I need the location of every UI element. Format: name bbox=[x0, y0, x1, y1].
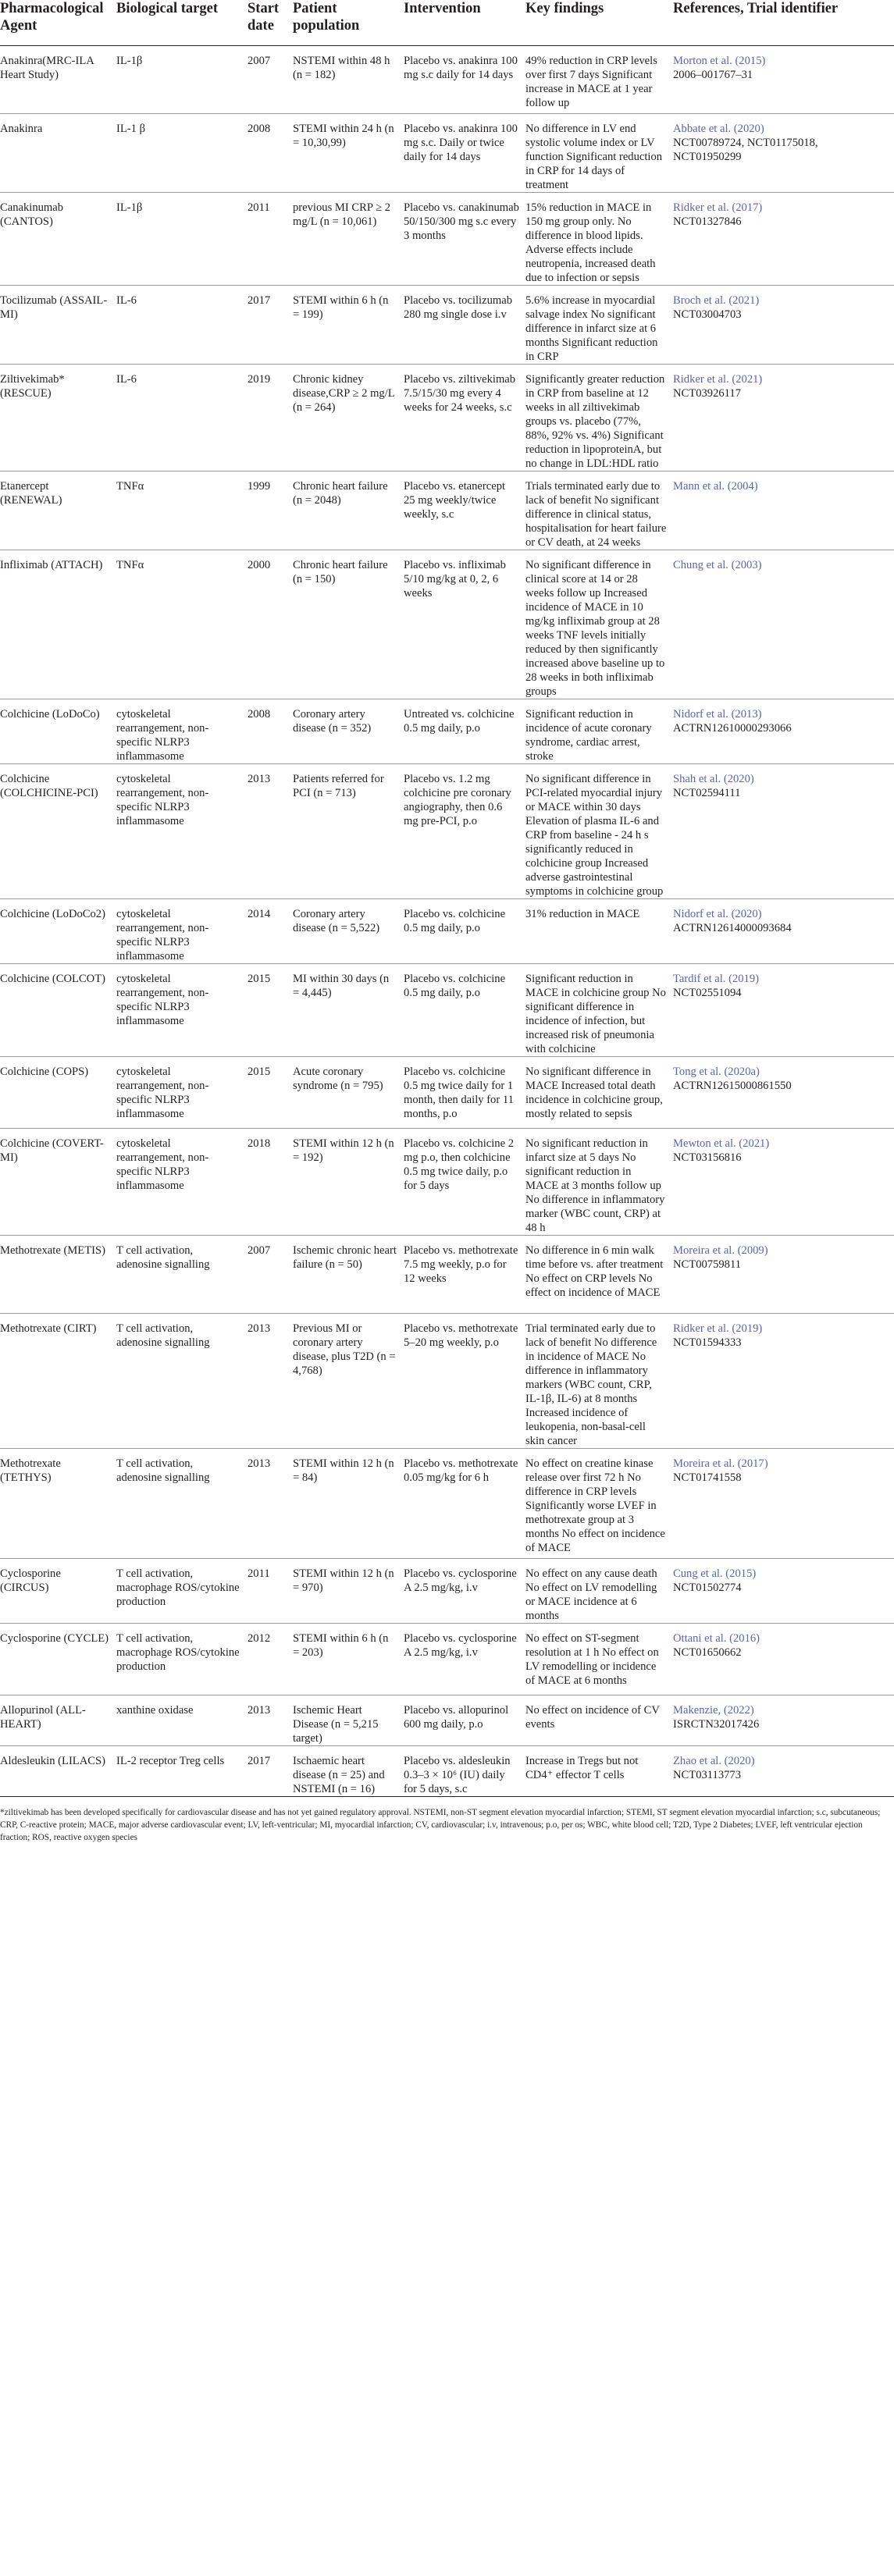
table-row bbox=[0, 550, 894, 699]
trial-identifier: NCT01327846 bbox=[673, 215, 742, 228]
intervention-cell: Placebo vs. cyclosporine A 2.5 mg/kg, i.v bbox=[404, 1567, 517, 1594]
intervention-cell: Placebo vs. colchicine 0.5 mg twice daily for 1 month, then daily for 11 months, p.o bbox=[404, 1066, 514, 1120]
start-date-cell: 2013 bbox=[248, 1704, 271, 1717]
intervention-cell: Placebo vs. canakinumab 50/150/300 mg s.c every 3 months bbox=[404, 201, 519, 242]
findings-cell: 15% reduction in MACE in 150 mg group only. No difference in blood lipids. Adverse effects include neutropenia, increased death due to infection or sepsis bbox=[525, 201, 656, 284]
reference-link[interactable]: Ridker et al. (2019) bbox=[673, 1322, 763, 1335]
intervention-cell: Placebo vs. 1.2 mg colchicine pre coronary angiography, then 0.6 mg pre-PCI, p.o bbox=[404, 773, 511, 827]
reference-link[interactable]: Ridker et al. (2021) bbox=[673, 373, 763, 386]
findings-cell: 49% reduction in CRP levels over first 7 days Significant increase in MACE at 1 year follow up bbox=[525, 55, 657, 109]
target-cell: T cell activation, adenosine signalling bbox=[116, 1244, 210, 1271]
trial-identifier: NCT03113773 bbox=[673, 1769, 742, 1781]
population-cell: Previous MI or coronary artery disease, plus T2D (n = 4,768) bbox=[293, 1322, 396, 1377]
trial-identifier: 2006–001767–31 bbox=[673, 69, 753, 81]
trial-identifier: NCT02551094 bbox=[673, 987, 742, 999]
start-date-cell: 2015 bbox=[248, 1066, 271, 1078]
intervention-cell: Placebo vs. aldesleukin 0.3–3 × 10⁶ (IU) daily for 5 days, s.c bbox=[404, 1755, 511, 1795]
start-date-cell: 2014 bbox=[248, 908, 271, 920]
references-cell bbox=[673, 1057, 894, 1129]
table-row bbox=[0, 365, 894, 471]
population-cell: Ischemic Heart Disease (n = 5,215 target) bbox=[293, 1704, 379, 1745]
start-date-cell: 2008 bbox=[248, 708, 271, 720]
references-cell bbox=[673, 699, 894, 764]
trial-identifier: NCT02594111 bbox=[673, 787, 741, 799]
trial-identifier: ACTRN12614000093684 bbox=[673, 922, 792, 934]
header-key-findings: Key findings bbox=[525, 1, 604, 16]
target-cell: T cell activation, adenosine signalling bbox=[116, 1457, 210, 1484]
intervention-cell: Placebo vs. anakinra 100 mg s.c. Daily or twice daily for 14 days bbox=[404, 123, 518, 163]
table-row bbox=[0, 1236, 894, 1314]
findings-cell: No difference in 6 min walk time before vs. after treatment No effect on CRP levels No effect on incidence of MACE bbox=[525, 1244, 664, 1299]
table-row bbox=[0, 1129, 894, 1236]
population-cell: STEMI within 12 h (n = 192) bbox=[293, 1137, 394, 1164]
start-date-cell: 1999 bbox=[248, 480, 271, 493]
agent-cell: Infliximab (ATTACH) bbox=[0, 559, 103, 571]
header-population: Patient population bbox=[293, 1, 360, 34]
intervention-cell: Placebo vs. allopurinol 600 mg daily, p.o bbox=[404, 1704, 509, 1731]
agent-cell: Canakinumab (CANTOS) bbox=[0, 201, 64, 228]
table-row bbox=[0, 471, 894, 550]
table-header bbox=[0, 0, 894, 46]
reference-link[interactable]: Mewton et al. (2021) bbox=[673, 1137, 770, 1150]
trial-identifier: NCT03156816 bbox=[673, 1151, 742, 1164]
agent-cell: Colchicine (COPS) bbox=[0, 1066, 89, 1078]
start-date-cell: 2017 bbox=[248, 294, 271, 307]
population-cell: STEMI within 6 h (n = 199) bbox=[293, 294, 389, 321]
table-row bbox=[0, 1624, 894, 1695]
population-cell: Chronic heart failure (n = 2048) bbox=[293, 480, 388, 507]
header-references: References, Trial identifier bbox=[673, 1, 839, 16]
population-cell: NSTEMI within 48 h (n = 182) bbox=[293, 55, 390, 81]
reference-link[interactable]: Tardif et al. (2019) bbox=[673, 973, 760, 985]
findings-cell: No significant difference in clinical score at 14 or 28 weeks follow up Increased incidence of MACE in 10 mg/kg infliximab group at 28 weeks TNF levels initially reduced by then significantly increased above baseline up to 28 weeks in both infliximab groups bbox=[525, 559, 665, 698]
table-row bbox=[0, 193, 894, 286]
table-row bbox=[0, 1695, 894, 1746]
target-cell: IL-1 β bbox=[116, 123, 146, 135]
population-cell: Coronary artery disease (n = 5,522) bbox=[293, 908, 380, 934]
target-cell: cytoskeletal rearrangement, non-specific NLRP3 inflammasome bbox=[116, 773, 209, 827]
findings-cell: Significant reduction in MACE in colchicine group No significant difference in incidence of infection, but increased risk of pneumonia with colchicine bbox=[525, 973, 666, 1055]
table-row bbox=[0, 46, 894, 114]
trial-identifier: NCT00789724, NCT01175018, NCT01950299 bbox=[673, 137, 818, 163]
reference-link[interactable]: Broch et al. (2021) bbox=[673, 294, 760, 307]
table-footnote: *ziltivekimab has been developed specifically for cardiovascular disease and has not yet gained regulatory approval. NSTEMI, non-ST segment elevation myocardial infarction; STEMI, ST segment elevation myocardial infarction; s.c, subcutaneous; CRP, C-reactive protein; MACE, major adverse cardiovascular event; LV, left-ventricular; MI, myocardial infarction; CV, cardiovascular; i.v, intravenous; p.o, per os; WBC, white blood cell; T2D, Type 2 Diabetes; LVEF, left ventricular ejection fraction; ROS, reactive oxygen species bbox=[0, 1808, 881, 1842]
intervention-cell: Placebo vs. methotrexate 0.05 mg/kg for 6 h bbox=[404, 1457, 518, 1484]
references-cell bbox=[673, 1695, 894, 1746]
start-date-cell: 2007 bbox=[248, 1244, 271, 1257]
reference-link[interactable]: Moreira et al. (2009) bbox=[673, 1244, 768, 1257]
agent-cell: Methotrexate (METIS) bbox=[0, 1244, 105, 1257]
references-cell bbox=[673, 1624, 894, 1695]
table-row bbox=[0, 699, 894, 764]
trial-identifier: ACTRN12615000861550 bbox=[673, 1080, 792, 1092]
trial-identifier: NCT01741558 bbox=[673, 1471, 742, 1484]
table-row bbox=[0, 286, 894, 365]
table-row bbox=[0, 1449, 894, 1559]
start-date-cell: 2013 bbox=[248, 1457, 271, 1470]
reference-link[interactable]: Morton et al. (2015) bbox=[673, 55, 766, 67]
references-cell bbox=[673, 964, 894, 1057]
target-cell: IL-2 receptor Treg cells bbox=[116, 1755, 225, 1767]
population-cell: STEMI within 12 h (n = 84) bbox=[293, 1457, 394, 1484]
target-cell: T cell activation, adenosine signalling bbox=[116, 1322, 210, 1349]
findings-cell: Increase in Tregs but not CD4⁺ effector T cells bbox=[525, 1755, 639, 1781]
findings-cell: No significant reduction in infarct size at 5 days No significant reduction in MACE at 3 months follow up No difference in inflammatory marker (WBC count, CRP) at 48 h bbox=[525, 1137, 665, 1234]
header-start-date: Start date bbox=[248, 1, 280, 34]
references-cell bbox=[673, 193, 894, 286]
findings-cell: Trials terminated early due to lack of benefit No significant difference in clinical status, hospitalisation for heart failure or CV death, at 24 weeks bbox=[525, 480, 667, 549]
findings-cell: Significant reduction in incidence of acute coronary syndrome, cardiac arrest, stroke bbox=[525, 708, 652, 763]
references-cell bbox=[673, 471, 894, 550]
references-cell bbox=[673, 286, 894, 365]
target-cell: xanthine oxidase bbox=[116, 1704, 194, 1717]
reference-link[interactable]: Chung et al. (2003) bbox=[673, 559, 762, 571]
target-cell: IL-1β bbox=[116, 201, 143, 214]
agent-cell: Colchicine (COVERT-MI) bbox=[0, 1137, 104, 1164]
intervention-cell: Placebo vs. colchicine 0.5 mg daily, p.o bbox=[404, 908, 506, 934]
target-cell: cytoskeletal rearrangement, non-specific NLRP3 inflammasome bbox=[116, 1137, 209, 1192]
findings-cell: No difference in LV end systolic volume index or LV function Significant reduction in CRP for 14 days of treatment bbox=[525, 123, 663, 191]
agent-cell: Methotrexate (CIRT) bbox=[0, 1322, 97, 1335]
agent-cell: Colchicine (COLCHICINE-PCI) bbox=[0, 773, 98, 799]
table-row bbox=[0, 1746, 894, 1797]
intervention-cell: Placebo vs. tocilizumab 280 mg single dose i.v bbox=[404, 294, 513, 321]
references-cell bbox=[673, 899, 894, 964]
agent-cell: Colchicine (LoDoCo) bbox=[0, 708, 100, 720]
population-cell: Coronary artery disease (n = 352) bbox=[293, 708, 372, 735]
intervention-cell: Placebo vs. cyclosporine A 2.5 mg/kg, i.v bbox=[404, 1632, 517, 1659]
reference-link[interactable]: Zhao et al. (2020) bbox=[673, 1755, 755, 1767]
agent-cell: Anakinra(MRC-ILA Heart Study) bbox=[0, 55, 94, 81]
table-row bbox=[0, 964, 894, 1057]
references-cell bbox=[673, 1449, 894, 1559]
target-cell: cytoskeletal rearrangement, non-specific NLRP3 inflammasome bbox=[116, 908, 209, 962]
table-row bbox=[0, 1559, 894, 1624]
agent-cell: Colchicine (LoDoCo2) bbox=[0, 908, 105, 920]
findings-cell: No effect on incidence of CV events bbox=[525, 1704, 660, 1731]
findings-cell: Significantly greater reduction in CRP from baseline at 12 weeks in all ziltivekimab groups vs. placebo (77%, 88%, 92% vs. 4%) Significant reduction in lipoproteinA, but no change in LDL:HDL ratio bbox=[525, 373, 665, 470]
agent-cell: Etanercept (RENEWAL) bbox=[0, 480, 62, 507]
agent-cell: Colchicine (COLCOT) bbox=[0, 973, 105, 985]
table-row bbox=[0, 114, 894, 193]
reference-link[interactable]: Nidorf et al. (2013) bbox=[673, 708, 762, 720]
intervention-cell: Placebo vs. methotrexate 7.5 mg weekly, p.o for 12 weeks bbox=[404, 1244, 518, 1285]
references-cell bbox=[673, 365, 894, 471]
population-cell: previous MI CRP ≥ 2 mg/L (n = 10,061) bbox=[293, 201, 391, 228]
trial-identifier: NCT03004703 bbox=[673, 308, 742, 321]
header-row bbox=[0, 0, 894, 46]
start-date-cell: 2011 bbox=[248, 201, 270, 214]
table-row bbox=[0, 899, 894, 964]
intervention-cell: Placebo vs. methotrexate 5–20 mg weekly, p.o bbox=[404, 1322, 518, 1349]
references-cell bbox=[673, 46, 894, 114]
references-cell bbox=[673, 114, 894, 193]
agent-cell: Methotrexate (TETHYS) bbox=[0, 1457, 61, 1484]
agent-cell: Cyclosporine (CYCLE) bbox=[0, 1632, 109, 1645]
findings-cell: 31% reduction in MACE bbox=[525, 908, 640, 920]
trial-identifier: ISRCTN32017426 bbox=[673, 1718, 760, 1731]
header-target: Biological target bbox=[116, 1, 218, 16]
target-cell: TNFα bbox=[116, 480, 144, 493]
population-cell: Ischemic chronic heart failure (n = 50) bbox=[293, 1244, 397, 1271]
findings-cell: No effect on ST-segment resolution at 1 h No effect on LV remodelling or incidence of MACE at 6 months bbox=[525, 1632, 659, 1687]
findings-cell: No effect on any cause death No effect on LV remodelling or MACE incidence at 6 months bbox=[525, 1567, 657, 1622]
references-cell bbox=[673, 1129, 894, 1236]
start-date-cell: 2018 bbox=[248, 1137, 271, 1150]
trial-identifier: NCT01502774 bbox=[673, 1582, 742, 1594]
reference-link[interactable]: Shah et al. (2020) bbox=[673, 773, 754, 785]
intervention-cell: Placebo vs. infliximab 5/10 mg/kg at 0, 2, 6 weeks bbox=[404, 559, 506, 600]
start-date-cell: 2017 bbox=[248, 1755, 271, 1767]
findings-cell: No significant difference in PCI-related myocardial injury or MACE within 30 days Elevation of plasma IL-6 and CRP from baseline - 24 h s significantly reduced in colchicine group Increased adverse gastrointestinal symptoms in colchicine group bbox=[525, 773, 664, 898]
target-cell: cytoskeletal rearrangement, non-specific NLRP3 inflammasome bbox=[116, 1066, 209, 1120]
population-cell: STEMI within 24 h (n = 10,30,99) bbox=[293, 123, 394, 149]
reference-link[interactable]: Moreira et al. (2017) bbox=[673, 1457, 768, 1470]
agent-cell: Anakinra bbox=[0, 123, 43, 135]
population-cell: MI within 30 days (n = 4,445) bbox=[293, 973, 390, 999]
reference-link[interactable]: Makenzie, (2022) bbox=[673, 1704, 754, 1717]
trial-identifier: NCT01594333 bbox=[673, 1336, 742, 1349]
intervention-cell: Placebo vs. colchicine 2 mg p.o, then colchicine 0.5 mg twice daily, p.o for 5 days bbox=[404, 1137, 515, 1192]
trial-identifier: NCT01650662 bbox=[673, 1646, 742, 1659]
population-cell: STEMI within 12 h (n = 970) bbox=[293, 1567, 394, 1594]
population-cell: Ischaemic heart disease (n = 25) and NSTEMI (n = 16) bbox=[293, 1755, 385, 1795]
population-cell: Chronic kidney disease,CRP ≥ 2 mg/L (n = 264) bbox=[293, 373, 395, 414]
table-body bbox=[0, 46, 894, 1797]
findings-cell: No significant difference in MACE Increased total death incidence in colchicine group, mostly related to sepsis bbox=[525, 1066, 663, 1120]
table-row bbox=[0, 1057, 894, 1129]
start-date-cell: 2015 bbox=[248, 973, 271, 985]
start-date-cell: 2012 bbox=[248, 1632, 271, 1645]
agent-cell: Allopurinol (ALL-HEART) bbox=[0, 1704, 86, 1731]
target-cell: T cell activation, macrophage ROS/cytokine production bbox=[116, 1632, 240, 1673]
agent-cell: Cyclosporine (CIRCUS) bbox=[0, 1567, 61, 1594]
population-cell: Acute coronary syndrome (n = 795) bbox=[293, 1066, 383, 1092]
population-cell: Patients referred for PCI (n = 713) bbox=[293, 773, 384, 799]
references-cell bbox=[673, 1314, 894, 1449]
target-cell: IL-6 bbox=[116, 373, 137, 386]
intervention-cell: Untreated vs. colchicine 0.5 mg daily, p.o bbox=[404, 708, 515, 735]
header-agent: Pharmacological Agent bbox=[0, 1, 104, 34]
reference-link[interactable]: Ottani et al. (2016) bbox=[673, 1632, 760, 1645]
references-cell bbox=[673, 1236, 894, 1314]
findings-cell: No effect on creatine kinase release over first 72 h No difference in CRP levels Significantly worse LVEF in methotrexate group at 3 months No effect on incidence of MACE bbox=[525, 1457, 665, 1554]
intervention-cell: Placebo vs. ziltivekimab 7.5/15/30 mg every 4 weeks for 24 weeks, s.c bbox=[404, 373, 516, 414]
trial-identifier: NCT00759811 bbox=[673, 1258, 742, 1271]
references-cell bbox=[673, 1746, 894, 1797]
target-cell: IL-1β bbox=[116, 55, 143, 67]
target-cell: IL-6 bbox=[116, 294, 137, 307]
target-cell: cytoskeletal rearrangement, non-specific NLRP3 inflammasome bbox=[116, 973, 209, 1027]
reference-link[interactable]: Abbate et al. (2020) bbox=[673, 123, 764, 135]
reference-link[interactable]: Tong et al. (2020a) bbox=[673, 1066, 760, 1078]
start-date-cell: 2007 bbox=[248, 55, 271, 67]
start-date-cell: 2019 bbox=[248, 373, 271, 386]
references-cell bbox=[673, 550, 894, 699]
findings-cell: Trial terminated early due to lack of benefit No difference in incidence of MACE No difference in inflammatory markers (WBC count, CRP, IL-1β, IL-6) at 8 months Increased incidence of leukopenia, non-basal-cell skin cancer bbox=[525, 1322, 657, 1447]
start-date-cell: 2000 bbox=[248, 559, 271, 571]
references-cell bbox=[673, 1559, 894, 1624]
table-row bbox=[0, 1314, 894, 1449]
reference-link[interactable]: Cung et al. (2015) bbox=[673, 1567, 757, 1580]
agent-cell: Aldesleukin (LILACS) bbox=[0, 1755, 105, 1767]
table-row bbox=[0, 764, 894, 899]
intervention-cell: Placebo vs. anakinra 100 mg s.c daily for 14 days bbox=[404, 55, 518, 81]
agent-cell: Ziltivekimab* (RESCUE) bbox=[0, 373, 65, 400]
target-cell: T cell activation, macrophage ROS/cytokine production bbox=[116, 1567, 240, 1608]
start-date-cell: 2013 bbox=[248, 773, 271, 785]
trial-identifier: NCT03926117 bbox=[673, 387, 742, 400]
target-cell: cytoskeletal rearrangement, non-specific NLRP3 inflammasome bbox=[116, 708, 209, 763]
intervention-cell: Placebo vs. etanercept 25 mg weekly/twice weekly, s.c bbox=[404, 480, 506, 521]
reference-link[interactable]: Ridker et al. (2017) bbox=[673, 201, 763, 214]
target-cell: TNFα bbox=[116, 559, 144, 571]
references-cell bbox=[673, 764, 894, 899]
start-date-cell: 2013 bbox=[248, 1322, 271, 1335]
population-cell: Chronic heart failure (n = 150) bbox=[293, 559, 388, 585]
population-cell: STEMI within 6 h (n = 203) bbox=[293, 1632, 389, 1659]
findings-cell: 5.6% increase in myocardial salvage index No significant difference in infarct size at 6 months Significant reduction in CRP bbox=[525, 294, 658, 363]
start-date-cell: 2011 bbox=[248, 1567, 270, 1580]
trial-identifier: ACTRN12610000293066 bbox=[673, 722, 792, 735]
start-date-cell: 2008 bbox=[248, 123, 271, 135]
header-intervention: Intervention bbox=[404, 1, 481, 16]
reference-link[interactable]: Nidorf et al. (2020) bbox=[673, 908, 762, 920]
reference-link[interactable]: Mann et al. (2004) bbox=[673, 480, 758, 493]
agent-cell: Tocilizumab (ASSAIL-MI) bbox=[0, 294, 108, 321]
intervention-cell: Placebo vs. colchicine 0.5 mg daily, p.o bbox=[404, 973, 506, 999]
